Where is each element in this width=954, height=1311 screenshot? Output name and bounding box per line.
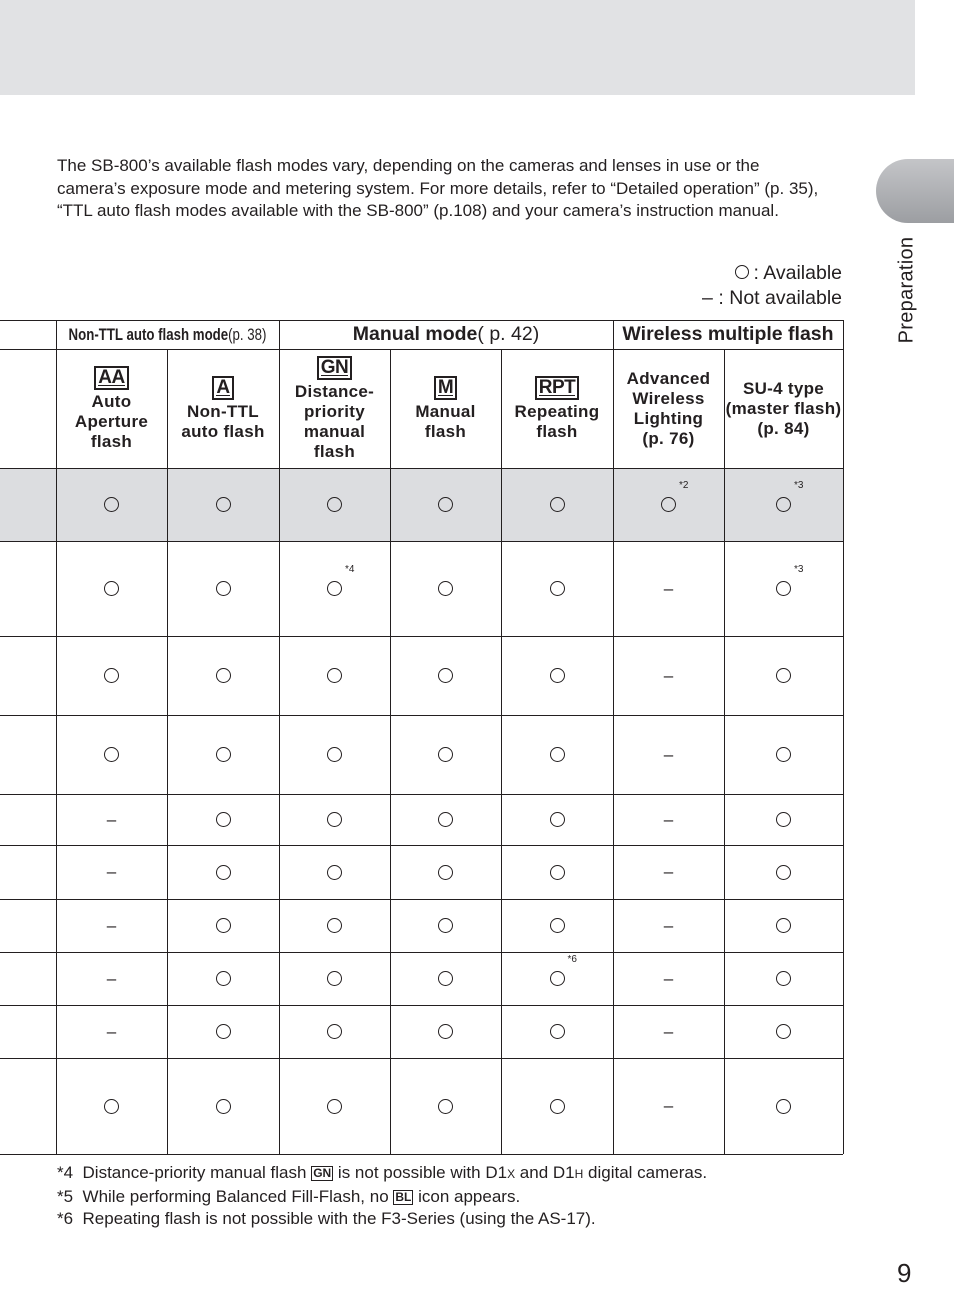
table-cell: [501, 541, 613, 636]
not-available-dash: –: [106, 809, 117, 829]
not-available-dash: –: [663, 915, 674, 935]
available-circle-icon: [438, 581, 453, 596]
not-available-dash: –: [663, 665, 674, 685]
table-cell: [724, 636, 843, 715]
table-cell: [390, 636, 501, 715]
legend-not-available: [696, 286, 842, 311]
table-cell: [279, 794, 390, 845]
legend-available-label: : Available: [753, 262, 842, 284]
table-cell: [56, 715, 167, 794]
available-circle-icon: [776, 865, 791, 880]
group-header-wireless: Wireless multiple flash: [622, 323, 834, 345]
table-cell: [613, 715, 724, 794]
available-circle-icon: [438, 1099, 453, 1114]
table-cell: [167, 794, 279, 845]
header-band: [0, 0, 915, 95]
table-cell: [167, 468, 279, 541]
available-circle-icon: [216, 747, 231, 762]
available-circle-icon: [550, 497, 565, 512]
intro-paragraph: The SB-800’s available flash modes vary, depending on the cameras and lenses in use or the camera’s exposure mode and metering system. For more details, refer to “Detailed operation” (p. 35), “TTL auto flash modes available with the SB-800” (p.108) and your camera’s instruction manual.: [57, 156, 819, 220]
available-circle-icon: [776, 971, 791, 986]
column-label: Advanced Wireless Lighting (p. 76): [626, 368, 711, 448]
column-header: [724, 349, 843, 468]
available-circle-icon: [216, 497, 231, 512]
available-circle-icon: [327, 1024, 342, 1039]
group-header-non-ttl: Non-TTL auto flash mode (p. 38): [68, 324, 267, 344]
available-circle-icon: [550, 954, 577, 986]
mode-icon: A: [212, 376, 233, 400]
table-cell: [56, 541, 167, 636]
not-available-dash: –: [663, 744, 674, 764]
table-cell: [501, 899, 613, 952]
table-cell: [390, 899, 501, 952]
table-cell: [501, 794, 613, 845]
available-circle-icon: [216, 865, 231, 880]
footnote-ref: *6: [567, 954, 577, 965]
available-circle-icon: [438, 747, 453, 762]
table-cell: [279, 1005, 390, 1058]
available-circle-icon: [776, 480, 804, 512]
table-cell: [724, 794, 843, 845]
available-circle-icon: [327, 497, 342, 512]
flash-mode-table: [0, 320, 845, 1154]
column-label: Distance- priority manual flash: [294, 381, 375, 461]
footnote-ref: *3: [794, 564, 804, 575]
available-circle-icon: [776, 918, 791, 933]
table-cell: [724, 1058, 843, 1154]
not-available-dash: –: [663, 578, 674, 598]
section-tab: [876, 159, 954, 223]
available-circle-icon: [550, 918, 565, 933]
table-cell: [613, 845, 724, 899]
page-number: 9: [897, 1258, 912, 1288]
legend-not-available-label: : Not available: [718, 287, 842, 309]
footnotes: [57, 1162, 707, 1231]
available-circle-icon: [327, 971, 342, 986]
table-cell: [390, 794, 501, 845]
available-circle-icon: [216, 1099, 231, 1114]
table-cell: [501, 468, 613, 541]
available-circle-icon: [550, 581, 565, 596]
available-circle-icon: [776, 812, 791, 827]
available-circle-icon: [216, 1024, 231, 1039]
column-header: [56, 349, 167, 468]
circle-icon: [735, 265, 749, 279]
column-header: [501, 349, 613, 468]
available-circle-icon: [327, 918, 342, 933]
column-label: Repeating flash: [514, 401, 600, 441]
table-cell: [390, 952, 501, 1005]
table-cell: [167, 1005, 279, 1058]
group-header-manual: Manual mode ( p. 42): [352, 323, 540, 345]
table-cell: [501, 1005, 613, 1058]
mode-icon: GN: [317, 356, 353, 380]
not-available-dash: –: [663, 862, 674, 881]
table-cell: [613, 1005, 724, 1058]
available-circle-icon: [216, 581, 231, 596]
not-available-dash: –: [106, 968, 117, 988]
gn-mode-icon: GN: [313, 1166, 332, 1180]
table-cell: [279, 899, 390, 952]
table-cell: [279, 715, 390, 794]
available-circle-icon: [776, 668, 791, 683]
not-available-dash: –: [663, 1021, 674, 1041]
available-circle-icon: [438, 668, 453, 683]
table-cell: [613, 541, 724, 636]
not-available-dash: –: [106, 915, 117, 935]
table-cell: [56, 899, 167, 952]
column-label: Non-TTL auto flash: [181, 401, 265, 441]
table-cell: [613, 636, 724, 715]
available-circle-icon: [327, 668, 342, 683]
table-cell: [56, 636, 167, 715]
table-cell: [390, 468, 501, 541]
table-cell: [279, 636, 390, 715]
table-cell: [56, 468, 167, 541]
table-cell: [390, 715, 501, 794]
table-cell: [724, 1005, 843, 1058]
available-circle-icon: [104, 497, 119, 512]
table-cell: [167, 1058, 279, 1154]
table-cell: [613, 468, 724, 541]
table-cell: [167, 952, 279, 1005]
column-header: [613, 349, 724, 468]
table-cell: [724, 899, 843, 952]
table-cell: [390, 1005, 501, 1058]
not-available-dash: –: [663, 1096, 674, 1115]
table-cell: [501, 636, 613, 715]
table-cell: [167, 899, 279, 952]
table-cell: [167, 541, 279, 636]
table-cell: [501, 952, 613, 1005]
table-cell: [613, 1058, 724, 1154]
available-circle-icon: [550, 865, 565, 880]
available-circle-icon: [438, 865, 453, 880]
legend: [696, 261, 842, 311]
available-circle-icon: [104, 747, 119, 762]
table-cell: [167, 636, 279, 715]
table-cell: [390, 845, 501, 899]
available-circle-icon: [550, 1024, 565, 1039]
available-circle-icon: [776, 1099, 791, 1114]
not-available-dash: –: [663, 968, 674, 988]
available-circle-icon: [104, 1099, 119, 1114]
table-cell: [279, 845, 390, 899]
available-circle-icon: [776, 1024, 791, 1039]
table-cell: [724, 845, 843, 899]
available-circle-icon: [438, 971, 453, 986]
footnote-4: *4 Distance-priority manual flash GN is not possible with D1X and D1H digital cameras.: [57, 1163, 708, 1182]
table-cell: [501, 715, 613, 794]
available-circle-icon: [104, 581, 119, 596]
available-circle-icon: [438, 1024, 453, 1039]
mode-icon: AA: [94, 366, 128, 390]
table-cell: [279, 468, 390, 541]
column-label: SU-4 type (master flash) (p. 84): [725, 378, 842, 438]
mode-icon: M: [434, 376, 457, 400]
table-cell: [724, 952, 843, 1005]
footnote-ref: *3: [794, 480, 804, 491]
table-cell: [56, 845, 167, 899]
available-circle-icon: [216, 668, 231, 683]
available-circle-icon: [327, 564, 355, 596]
not-available-dash: –: [106, 1021, 117, 1041]
table-cell: [56, 1058, 167, 1154]
legend-available: [696, 261, 842, 286]
table-cell: [724, 468, 843, 541]
available-circle-icon: [438, 918, 453, 933]
footnote-5: *5 While performing Balanced Fill-Flash, no BL icon appears.: [57, 1186, 521, 1206]
table-rule: [0, 320, 843, 321]
table-cell: [613, 794, 724, 845]
mode-icon: RPT: [535, 376, 580, 400]
available-circle-icon: [661, 480, 689, 512]
available-circle-icon: [216, 918, 231, 933]
available-circle-icon: [216, 971, 231, 986]
available-circle-icon: [104, 668, 119, 683]
available-circle-icon: [776, 747, 791, 762]
table-cell: [501, 1058, 613, 1154]
column-label: Manual flash: [415, 401, 476, 441]
table-cell: [279, 1058, 390, 1154]
table-cell: [279, 952, 390, 1005]
available-circle-icon: [550, 747, 565, 762]
dash-symbol: –: [701, 287, 713, 309]
table-cell: [167, 845, 279, 899]
not-available-dash: –: [106, 862, 117, 881]
available-circle-icon: [550, 812, 565, 827]
column-header: [390, 349, 501, 468]
column-label: Auto Aperture flash: [74, 391, 149, 451]
table-cell: [279, 541, 390, 636]
table-cell: [613, 899, 724, 952]
column-header: [279, 349, 390, 468]
available-circle-icon: [327, 747, 342, 762]
table-cell: [56, 952, 167, 1005]
column-header: [167, 349, 279, 468]
available-circle-icon: [550, 1099, 565, 1114]
table-cell: [613, 952, 724, 1005]
available-circle-icon: [438, 812, 453, 827]
available-circle-icon: [438, 497, 453, 512]
bl-icon: BL: [395, 1189, 412, 1204]
table-cell: [724, 541, 843, 636]
available-circle-icon: [776, 564, 804, 596]
footnote-ref: *2: [679, 480, 689, 491]
table-cell: [390, 541, 501, 636]
section-label: Preparation: [895, 236, 918, 344]
table-rule: [0, 1154, 843, 1155]
table-cell: [724, 715, 843, 794]
table-cell: [167, 715, 279, 794]
table-cell: [56, 794, 167, 845]
available-circle-icon: [550, 668, 565, 683]
footnote-6: *6 Repeating flash is not possible with the F3-Series (using the AS-17).: [57, 1209, 596, 1228]
table-column-rule: [843, 320, 844, 1154]
table-cell: [56, 1005, 167, 1058]
available-circle-icon: [327, 812, 342, 827]
footnote-ref: *4: [345, 564, 355, 575]
not-available-dash: –: [663, 809, 674, 829]
available-circle-icon: [327, 865, 342, 880]
available-circle-icon: [216, 812, 231, 827]
table-cell: [501, 845, 613, 899]
table-cell: [390, 1058, 501, 1154]
available-circle-icon: [327, 1099, 342, 1114]
